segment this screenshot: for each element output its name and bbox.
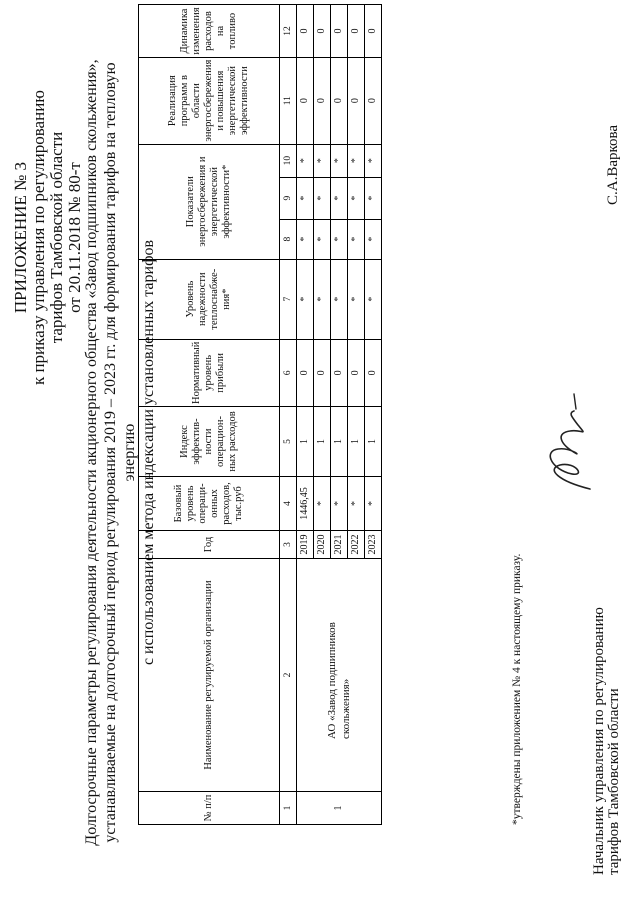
cell-index: 1 (297, 407, 314, 477)
parameters-table (138, 4, 382, 825)
footnote: *утверждены приложением № 4 к настоящему приказу. (511, 553, 523, 825)
cell-reliability: * (348, 259, 365, 339)
cell-energy-8: * (297, 219, 314, 259)
signatory-position-line-2: тарифов Тамбовской области (606, 688, 622, 875)
cell-reliability: * (331, 259, 348, 339)
cell-energy-9: * (297, 177, 314, 219)
header-year: Год (139, 531, 280, 559)
table-header-row (139, 5, 280, 825)
header-fuel-dynamics: Динамика изменения расходов на топливо (139, 5, 280, 57)
cell-energy-10: * (365, 144, 382, 177)
cell-energy-8: * (348, 219, 365, 259)
cell-year: 2023 (365, 531, 382, 559)
cell-energy-10: * (297, 144, 314, 177)
cell-base: * (331, 477, 348, 531)
header-reliability: Уровень надежности теплоснабже-ния* (139, 259, 280, 339)
header-base-level: Базовый уровень операци-онных расходов, тыс.руб (139, 477, 280, 531)
cell-programs: 0 (314, 57, 331, 144)
cell-year: 2019 (297, 531, 314, 559)
cell-energy-9: * (314, 177, 331, 219)
org-name: АО «Завод подшипников скольжения» (297, 559, 382, 792)
appendix-number: ПРИЛОЖЕНИЕ № 3 (11, 161, 30, 314)
cell-reliability: * (297, 259, 314, 339)
cell-year: 2021 (331, 531, 348, 559)
appendix-header (12, 90, 84, 385)
cell-energy-9: * (348, 177, 365, 219)
cell-base: * (348, 477, 365, 531)
col-number: 5 (280, 407, 297, 477)
col-number: 10 (280, 144, 297, 177)
header-programs: Реализация программ в области энергосбережения и повышения энергетической эффективности (139, 57, 280, 144)
cell-base: * (365, 477, 382, 531)
cell-index: 1 (331, 407, 348, 477)
cell-reliability: * (365, 259, 382, 339)
appendix-date-number: от 20.11.2018 № 80-т (65, 162, 84, 313)
cell-base: 1446,45 (297, 477, 314, 531)
col-number: 4 (280, 477, 297, 531)
title-line-1: Долгосрочные параметры регулирования деятельности акционерного общества «Завод подшипников скольжения», (83, 59, 100, 846)
cell-energy-10: * (331, 144, 348, 177)
cell-year: 2020 (314, 531, 331, 559)
col-number: 8 (280, 219, 297, 259)
appendix-authority: тарифов Тамбовской области (47, 131, 66, 344)
cell-profit: 0 (331, 339, 348, 406)
cell-fuel: 0 (331, 5, 348, 57)
row-num: 1 (297, 792, 382, 825)
cell-profit: 0 (348, 339, 365, 406)
cell-fuel: 0 (365, 5, 382, 57)
title-line-3: с использованием метода индексации установленных тарифов (140, 239, 157, 666)
col-number: 12 (280, 5, 297, 57)
header-efficiency-index: Индекс эффектив-ности операцион-ных расходов (139, 407, 280, 477)
col-number: 6 (280, 339, 297, 406)
cell-programs: 0 (331, 57, 348, 144)
col-number: 9 (280, 177, 297, 219)
table-row (297, 5, 314, 825)
cell-year: 2022 (348, 531, 365, 559)
signatory-position (592, 607, 622, 875)
cell-fuel: 0 (314, 5, 331, 57)
cell-index: 1 (365, 407, 382, 477)
cell-profit: 0 (297, 339, 314, 406)
col-number: 2 (280, 559, 297, 792)
column-numbers-row (280, 5, 297, 825)
header-num: № п/п (139, 792, 280, 825)
cell-index: 1 (348, 407, 365, 477)
cell-energy-9: * (331, 177, 348, 219)
cell-profit: 0 (365, 339, 382, 406)
handwritten-signature (538, 390, 600, 495)
col-number: 7 (280, 259, 297, 339)
header-profit: Нормативный уровень прибыли (139, 339, 280, 406)
cell-programs: 0 (365, 57, 382, 144)
appendix-order-ref: к приказу управления по регулированию (29, 90, 48, 386)
cell-energy-8: * (314, 219, 331, 259)
cell-profit: 0 (314, 339, 331, 406)
cell-energy-10: * (314, 144, 331, 177)
header-org: Наименование регулируемой организации (139, 559, 280, 792)
cell-base: * (314, 477, 331, 531)
signatory-position-line-1: Начальник управления по регулированию (591, 607, 607, 875)
cell-reliability: * (314, 259, 331, 339)
cell-energy-10: * (348, 144, 365, 177)
col-number: 1 (280, 792, 297, 825)
cell-fuel: 0 (348, 5, 365, 57)
cell-energy-8: * (365, 219, 382, 259)
cell-fuel: 0 (297, 5, 314, 57)
cell-index: 1 (314, 407, 331, 477)
col-number: 3 (280, 531, 297, 559)
header-energy-indicators: Показатели энергосбережения и энергетической эффективности* (139, 144, 280, 259)
cell-energy-9: * (365, 177, 382, 219)
title-line-2: устанавливаемые на долгосрочный период регулирования 2019 – 2023 гг. для формирования тарифов на тепловую энергию (102, 62, 138, 843)
cell-programs: 0 (297, 57, 314, 144)
col-number: 11 (280, 57, 297, 144)
cell-energy-8: * (331, 219, 348, 259)
cell-programs: 0 (348, 57, 365, 144)
signatory-name: С.А.Варкова (605, 124, 621, 205)
